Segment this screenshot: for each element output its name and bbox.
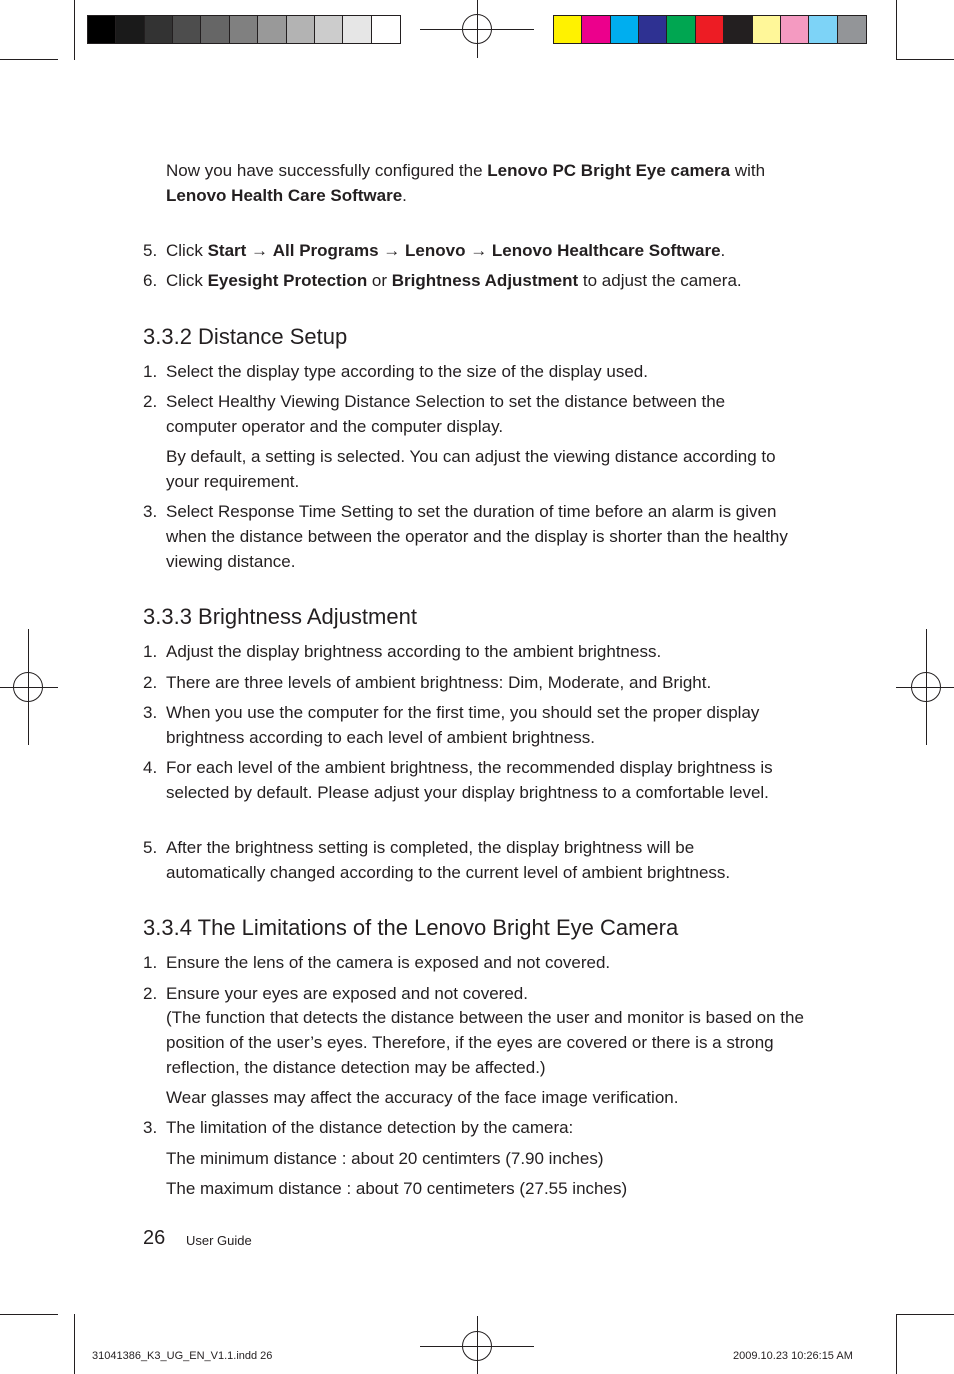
color-patch xyxy=(173,16,201,43)
section-heading-3-3-4: 3.3.4 The Limitations of the Lenovo Bright Eye Camera xyxy=(143,915,679,940)
maximum-distance: The maximum distance : about 70 centimeters (27.55 inches) xyxy=(166,1179,628,1198)
color-patch xyxy=(809,16,837,43)
default-setting-note: By default, a setting is selected. You can adjust the viewing distance according to your requirement. xyxy=(166,447,776,491)
section-heading-3-3-3: 3.3.3 Brightness Adjustment xyxy=(143,604,417,629)
slug-filename: 31041386_K3_UG_EN_V1.1.indd 26 xyxy=(92,1350,273,1362)
page-number: 26 xyxy=(143,1227,166,1249)
color-patch xyxy=(724,16,752,43)
color-patch xyxy=(145,16,173,43)
color-patch xyxy=(372,16,400,43)
color-patch xyxy=(582,16,610,43)
color-patch xyxy=(696,16,724,43)
color-patch xyxy=(838,16,866,43)
color-patch xyxy=(781,16,809,43)
intro-paragraph: Now you have successfully configured the Lenovo PC Bright Eye camera with Lenovo Health Care Software. xyxy=(166,161,766,205)
color-patch xyxy=(554,16,582,43)
section-heading-3-3-2: 3.3.2 Distance Setup xyxy=(143,324,348,349)
product-name: Lenovo PC Bright Eye camera xyxy=(487,161,731,180)
color-patch xyxy=(315,16,343,43)
minimum-distance: The minimum distance : about 20 centimters (7.90 inches) xyxy=(166,1149,604,1168)
slug-timestamp: 2009.10.23 10:26:15 AM xyxy=(733,1350,853,1362)
grayscale-color-bar xyxy=(87,15,401,44)
color-patch xyxy=(230,16,258,43)
color-patch xyxy=(201,16,229,43)
color-patch xyxy=(287,16,315,43)
eye-detection-note: (The function that detects the distance between the user and monitor is based on the position of the user’s eyes. Therefore, if the eyes are covered or there is a strong reflection, the distance detection may be affected.) xyxy=(166,1008,804,1077)
color-patch xyxy=(639,16,667,43)
color-patch xyxy=(611,16,639,43)
software-name: Lenovo Health Care Software xyxy=(166,186,403,205)
color-patch xyxy=(667,16,695,43)
color-patch xyxy=(88,16,116,43)
process-color-bar xyxy=(553,15,867,44)
color-patch xyxy=(753,16,781,43)
color-patch xyxy=(116,16,144,43)
glasses-note: Wear glasses may affect the accuracy of the face image verification. xyxy=(166,1088,679,1107)
color-patch xyxy=(343,16,371,43)
color-patch xyxy=(258,16,286,43)
footer-label: User Guide xyxy=(186,1233,252,1248)
